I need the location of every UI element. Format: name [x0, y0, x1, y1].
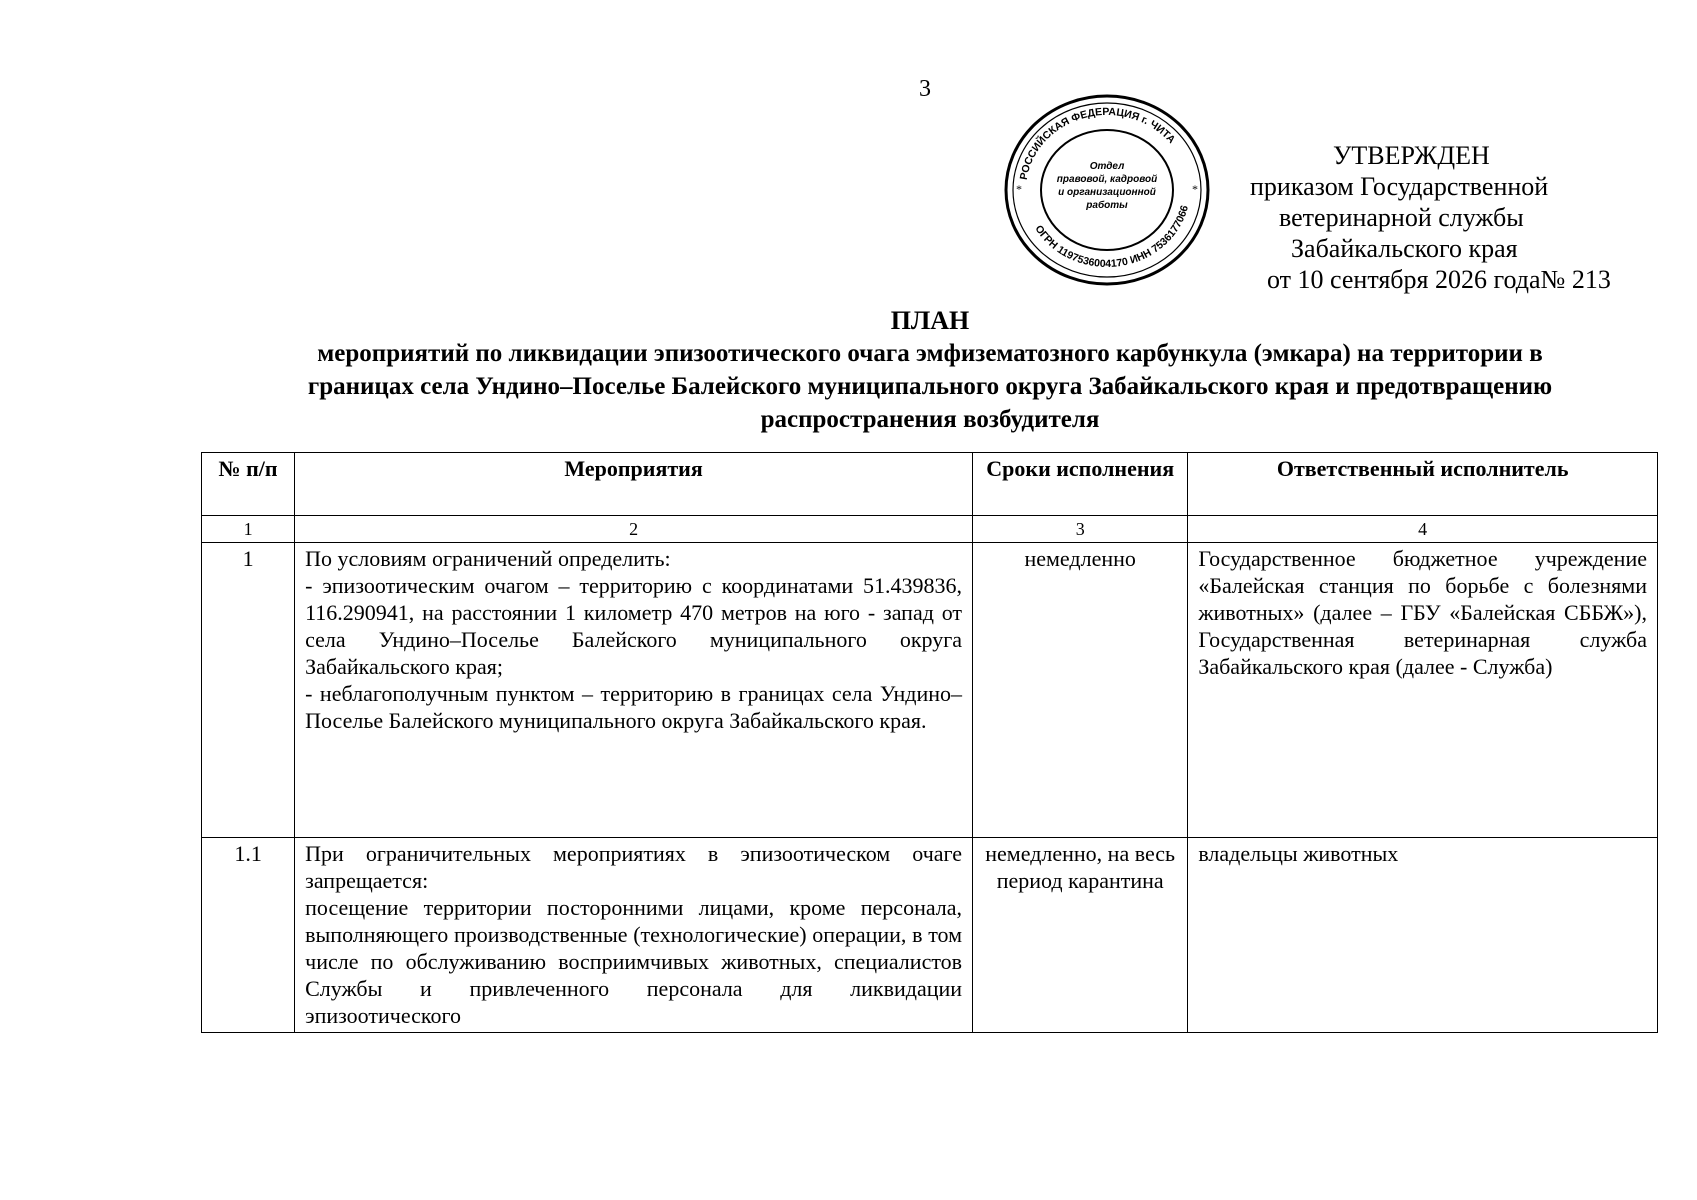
row-activity: [295, 838, 973, 1033]
header-number: № п/п: [202, 453, 295, 516]
header-responsible: Ответственный исполнитель: [1188, 453, 1658, 516]
stamp-center-line-1: Отдел: [1089, 161, 1125, 172]
approval-service-line: ветеринарной службы: [1279, 203, 1524, 232]
document-title-block: [200, 304, 1660, 436]
activity-line: По условиям ограничений определить:: [305, 546, 671, 571]
header-term: Сроки исполнения: [973, 453, 1188, 516]
row-term: немедленно: [973, 543, 1188, 838]
stamp-ring-text: РОССИЙСКАЯ ФЕДЕРАЦИЯ г. ЧИТА: [1017, 105, 1178, 181]
stamp-center-line-3: и организационной: [1058, 187, 1156, 198]
table-row: [202, 543, 1658, 838]
approval-block: [1180, 140, 1680, 295]
stamp-center-line-2: правовой, кадровой: [1056, 174, 1158, 185]
activity-line: - неблагополучным пунктом – территорию в границах села Ундино–Поселье Балейского муниципального округа Забайкальского края.: [305, 681, 963, 733]
column-number: 1: [202, 516, 295, 543]
table-header-row: [202, 453, 1658, 516]
header-activity: Мероприятия: [295, 453, 973, 516]
column-number-row: [202, 516, 1658, 543]
stamp-star-left: *: [1016, 182, 1022, 196]
column-number: 4: [1188, 516, 1658, 543]
table-row: [202, 838, 1658, 1033]
approval-region-line: Забайкальского края: [1291, 234, 1518, 263]
row-activity: [295, 543, 973, 838]
approval-heading: УТВЕРЖДЕН: [1333, 141, 1490, 170]
row-number: 1: [202, 543, 295, 838]
row-responsible: владельцы животных: [1188, 838, 1658, 1033]
document-subtitle-line-1: мероприятий по ликвидации эпизоотического очага эмфизематозного карбункула (эмкара) на территории в: [317, 340, 1543, 367]
document-subtitle-line-3: распространения возбудителя: [760, 406, 1100, 433]
activity-line: - эпизоотическим очагом – территорию с координатами 51.439836, 116.290941, на расстоянии 1 километр 470 метров на юго - запад от села Ундино–Поселье Балейского муниципального округа Забайкальского края;: [305, 573, 963, 679]
approval-date-line: от 10 сентября 2026 года№ 213: [1267, 265, 1611, 294]
approval-order-line: приказом Государственной: [1250, 172, 1549, 201]
stamp-ring-bottom-text: ОГРН 1197536004170 ИНН 7536177066: [1032, 204, 1192, 271]
stamp-star-right: *: [1192, 182, 1198, 196]
column-number: 3: [973, 516, 1188, 543]
document-subtitle-line-2: границах села Ундино–Поселье Балейского муниципального округа Забайкальского края и предотвращению: [307, 373, 1553, 400]
plan-table: [201, 452, 1658, 1033]
activity-line: посещение территории посторонними лицами, кроме персонала, выполняющего производственные (технологические) операции, в том числе по обслуживанию восприимчивых животных, специалистов Службы и привлеченного персонала для ликвидации эпизоотического: [305, 895, 963, 1028]
page-number: 3: [919, 76, 931, 102]
activity-line: При ограничительных мероприятиях в эпизоотическом очаге запрещается:: [305, 841, 963, 893]
stamp-center-line-4: работы: [1086, 200, 1128, 211]
row-number: 1.1: [202, 838, 295, 1033]
document-title: ПЛАН: [890, 306, 970, 335]
column-number: 2: [295, 516, 973, 543]
row-term: немедленно, на весь период карантина: [973, 838, 1188, 1033]
row-responsible: Государственное бюджетное учреждение «Балейская станция по борьбе с болезнями животных» (далее – ГБУ «Балейская СББЖ»), Государственная ветеринарная служба Забайкальского края (далее - Служба): [1188, 543, 1658, 838]
